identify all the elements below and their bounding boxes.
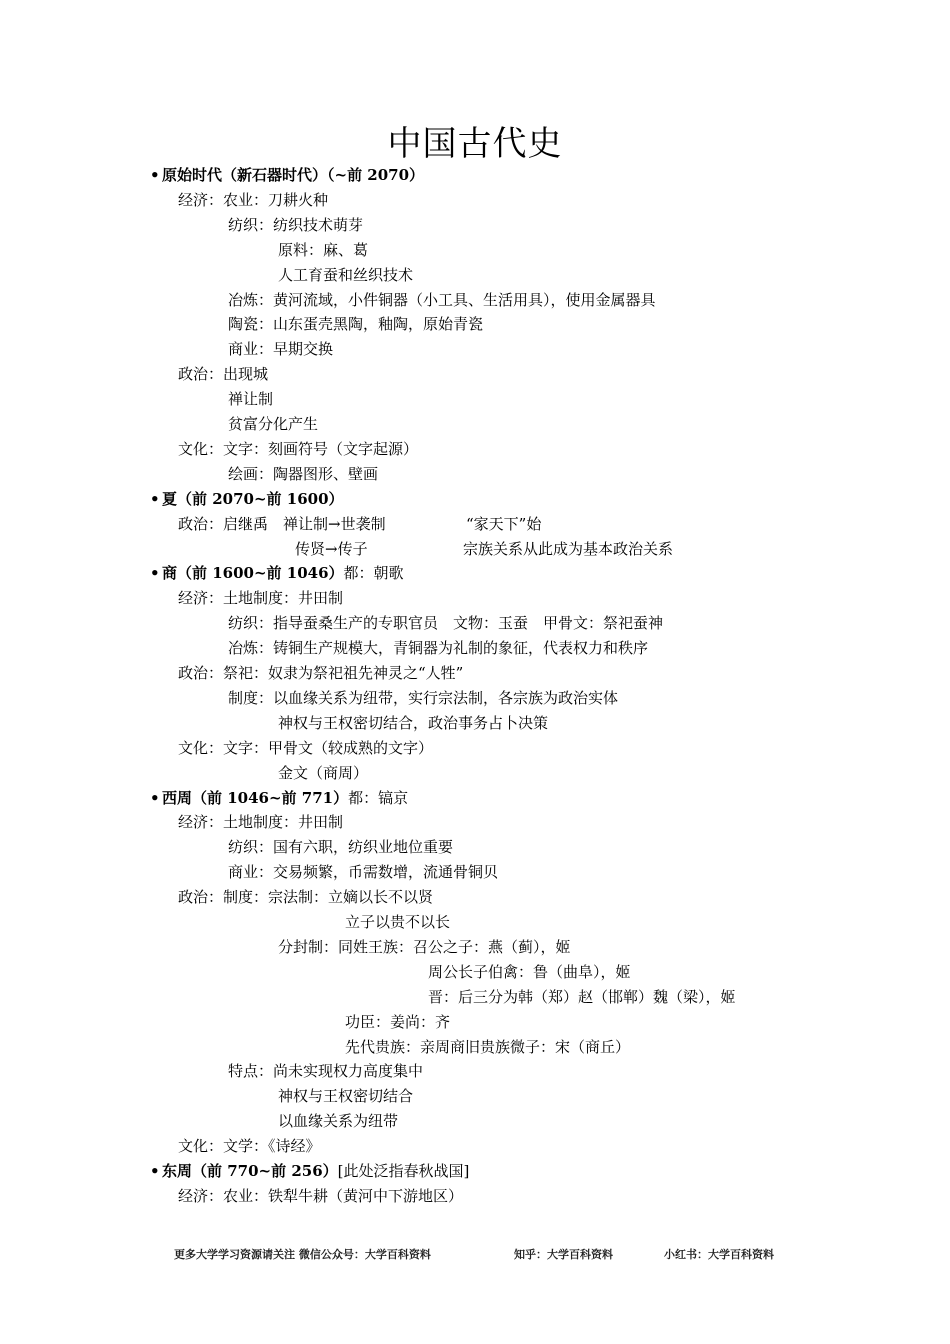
bullet-icon: • [150,564,160,582]
section-heading-note: 都：朝歌 [343,564,404,582]
outline-line: 金文（商周） [278,764,369,782]
outline-line: 陶瓷：山东蛋壳黑陶，釉陶，原始青瓷 [228,315,484,333]
outline-line: 传贤→传子 [295,540,368,558]
section-heading [150,487,344,511]
outline-line: 商业：交易频繁，币需数增，流通骨铜贝 [228,863,499,881]
section-heading [150,1159,469,1183]
outline-line: 神权与王权密切结合，政治事务占卜决策 [278,714,549,732]
outline-line: 纺织：国有六职，纺织业地位重要 [228,838,454,856]
section-heading-text: 西周（前 1046~前 771） [162,789,349,807]
outline-line: 经济：土地制度：井田制 [178,589,344,607]
section-heading-text: 夏（前 2070~前 1600） [162,490,344,508]
outline-line: 经济：土地制度：井田制 [178,813,344,831]
outline-line: 晋：后三分为韩（郑）赵（邯郸）魏（梁），姬 [428,988,736,1006]
section-heading [150,786,408,810]
outline-line: 政治：启继禹 禅让制→世袭制 [178,515,386,533]
outline-line: 政治：出现城 [178,365,269,383]
section-heading-text: 东周（前 770~前 256） [162,1162,338,1180]
section-heading-text: 原始时代（新石器时代）（~前 2070） [162,166,425,184]
outline-line: 神权与王权密切结合 [278,1087,414,1105]
outline-line: 文化：文字：甲骨文（较成熟的文字） [178,739,434,757]
footer-wechat: 更多大学学习资源请关注 微信公众号：大学百科资料 [174,1248,431,1261]
outline-line-note: 宗族关系从此成为基本政治关系 [463,540,674,558]
outline-line: 经济：农业：铁犁牛耕（黄河中下游地区） [178,1187,464,1205]
outline-line: 商业：早期交换 [228,340,334,358]
footer-zhihu: 知乎：大学百科资料 [514,1248,613,1261]
outline-line: 冶炼：铸铜生产规模大，青铜器为礼制的象征，代表权力和秩序 [228,639,649,657]
outline-line: 人工育蚕和丝织技术 [278,266,414,284]
outline-line: 政治：制度：宗法制：立嫡以长不以贤 [178,888,434,906]
bullet-icon: • [150,789,160,807]
section-heading [150,163,424,187]
section-heading [150,561,404,585]
outline-line: 贫富分化产生 [228,415,319,433]
page-title: 中国古代史 [387,124,563,164]
outline-line: 经济：农业：刀耕火种 [178,191,329,209]
outline-line: 文化：文字：刻画符号（文字起源） [178,440,419,458]
outline-line: 冶炼：黄河流域，小件铜器（小工具、生活用具），使用金属器具 [228,291,656,309]
outline-line: 纺织：指导蚕桑生产的专职官员 文物：玉蚕 甲骨文：祭祀蚕神 [228,614,664,632]
outline-line: 政治：祭祀：奴隶为祭祀祖先神灵之“人牲” [178,664,464,682]
outline-line: 先代贵族：亲周商旧贵族微子：宋（商丘） [345,1038,631,1056]
outline-line: 绘画：陶器图形、壁画 [228,465,379,483]
outline-line-note: “家天下”始 [466,515,542,533]
bullet-icon: • [150,166,160,184]
outline-line: 禅让制 [228,390,274,408]
footer-xiaohongshu: 小红书：大学百科资料 [664,1248,774,1261]
outline-line: 分封制：同姓王族：召公之子：燕（蓟），姬 [278,938,571,956]
outline-line: 纺织：纺织技术萌芽 [228,216,364,234]
outline-line: 以血缘关系为纽带 [278,1112,399,1130]
section-heading-note: 都：镐京 [348,789,409,807]
section-heading-text: 商（前 1600~前 1046） [162,564,344,582]
outline-line: 周公长子伯禽：鲁（曲阜），姬 [428,963,631,981]
outline-line: 原料：麻、葛 [278,241,369,259]
bullet-icon: • [150,490,160,508]
outline-line: 文化：文学：《诗经》 [178,1137,321,1155]
bullet-icon: • [150,1162,160,1180]
outline-line: 制度：以血缘关系为纽带，实行宗法制，各宗族为政治实体 [228,689,619,707]
outline-line: 特点：尚未实现权力高度集中 [228,1062,424,1080]
section-heading-note: [此处泛指春秋战国] [337,1162,470,1180]
outline-line: 立子以贵不以长 [345,913,451,931]
outline-line: 功臣：姜尚：齐 [345,1013,451,1031]
